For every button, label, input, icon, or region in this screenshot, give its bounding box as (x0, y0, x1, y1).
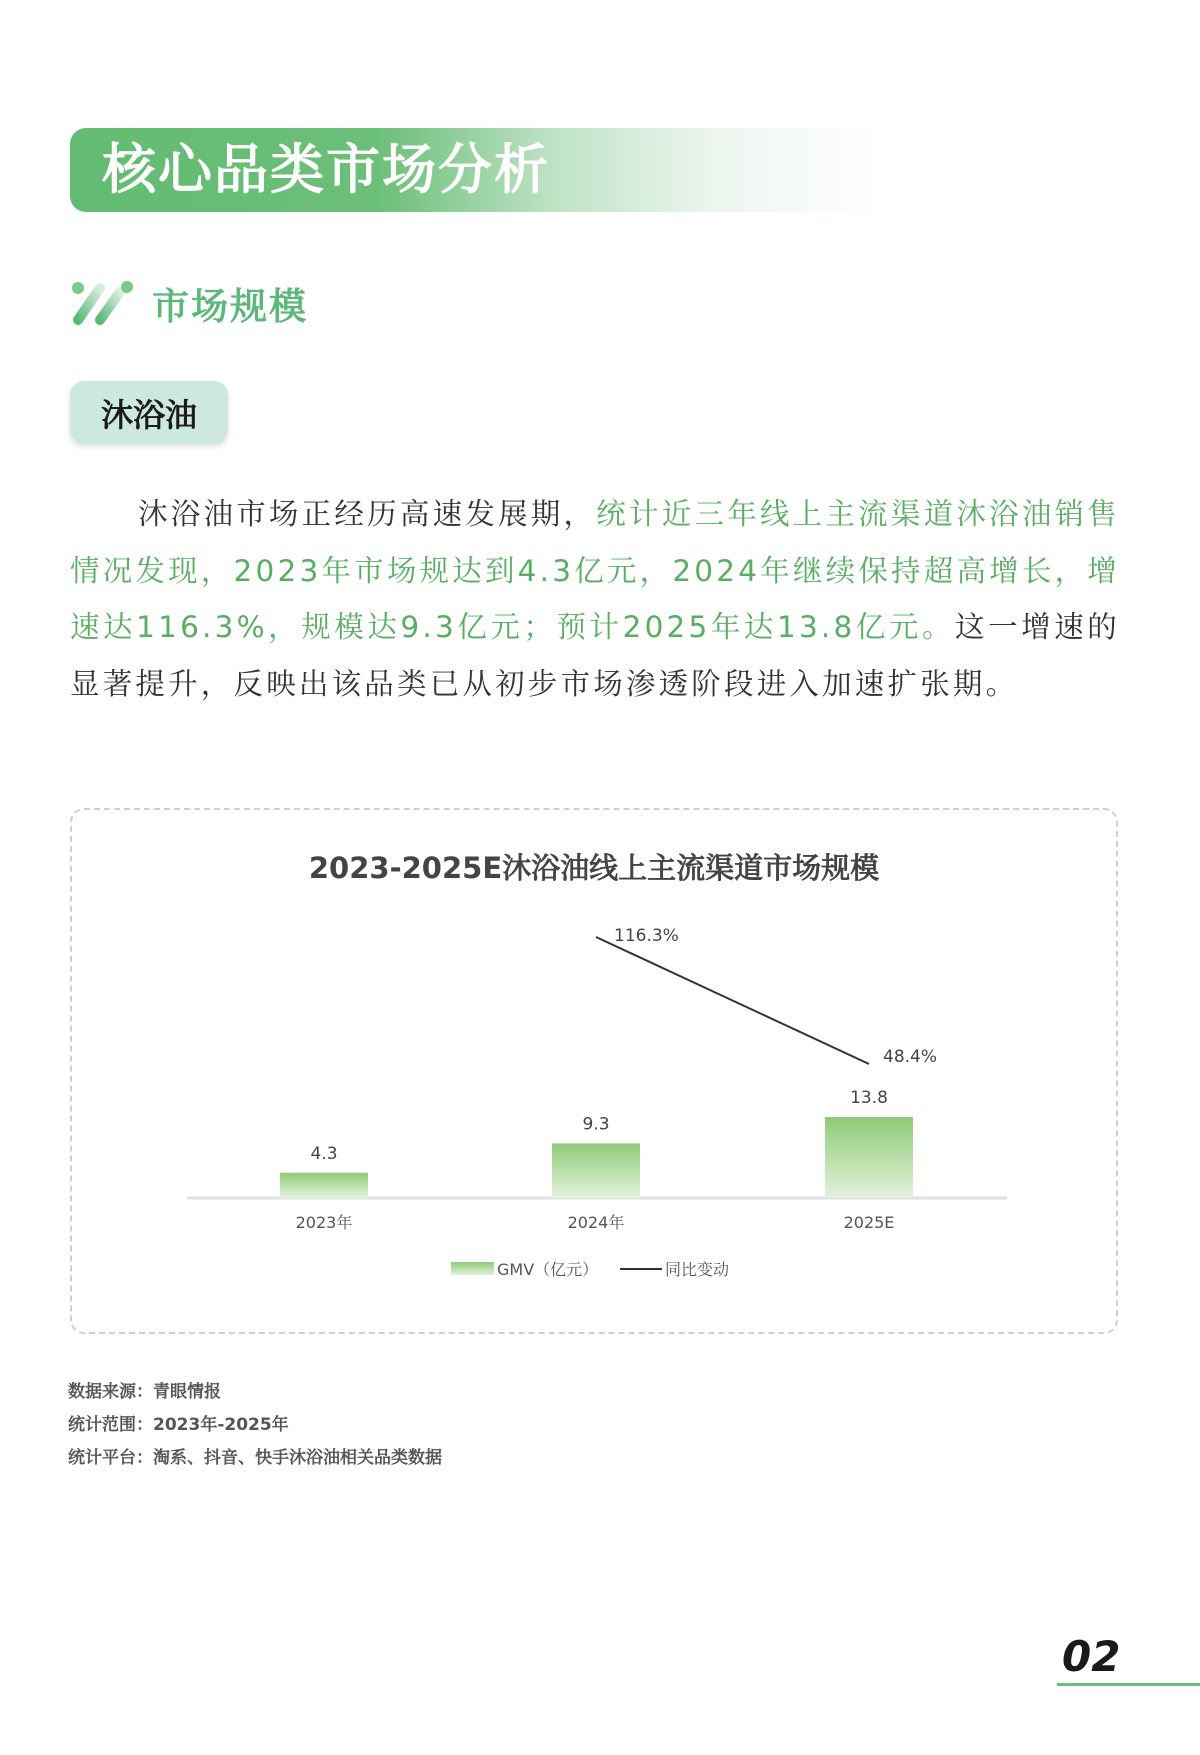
bar-2024年 (552, 1143, 640, 1198)
page-underline (1057, 1683, 1200, 1686)
footnote-source: 数据来源：青眼情报 (68, 1382, 221, 1402)
bar-2023年 (280, 1173, 368, 1198)
category-tag (70, 381, 228, 444)
double-slash-dots-icon (70, 280, 134, 326)
yoy-value-label: 116.3% (614, 926, 679, 946)
paragraph-highlight: 统计近三年线上主流渠道沐浴油销售情况发现，2023年市场规达到4.3亿元，2024年继续保持超高增长，增速达116.3%，规模达9.3亿元；预计2025年达13.8亿元。 (70, 497, 1120, 644)
x-tick-label: 2025E (843, 1213, 895, 1232)
bar-value-label: 9.3 (582, 1114, 610, 1135)
paragraph-intro: 沐浴油市场正经历高速发展期， (138, 497, 597, 531)
body-paragraph (70, 486, 1120, 712)
chart-container (70, 808, 1118, 1334)
legend-line-label: 同比变动 (665, 1260, 730, 1279)
bar-value-label: 4.3 (310, 1143, 338, 1164)
paragraph-conclusion: 这一增速的显著提升，反映出该品类已从初步市场渗透阶段进入加速扩张期。 (70, 610, 1120, 701)
footnote-range: 统计范围：2023年-2025年 (68, 1415, 289, 1435)
x-tick-label: 2023年 (295, 1213, 353, 1232)
section-title: 市场规模 (152, 285, 308, 328)
chart-legend (451, 1260, 729, 1279)
category-tag-label: 沐浴油 (100, 395, 197, 434)
header-banner (70, 128, 880, 212)
legend-bar-label: GMV（亿元） (497, 1260, 599, 1279)
section-heading (70, 276, 308, 330)
footnote-platform: 统计平台：淘系、抖音、快手沐浴油相关品类数据 (68, 1448, 442, 1468)
chart-plot (72, 810, 1120, 1336)
page-title: 核心品类市场分析 (102, 138, 550, 201)
yoy-line (596, 937, 869, 1064)
yoy-value-label: 48.4% (883, 1047, 938, 1067)
chart-title: 2023-2025E沐浴油线上主流渠道市场规模 (308, 851, 880, 885)
bar-value-label: 13.8 (850, 1088, 888, 1108)
x-tick-label: 2024年 (567, 1213, 625, 1232)
legend-bar-swatch (451, 1262, 494, 1275)
footnotes (68, 1376, 442, 1475)
page-number: 02 (1062, 1632, 1121, 1681)
bar-2025E (825, 1117, 913, 1198)
